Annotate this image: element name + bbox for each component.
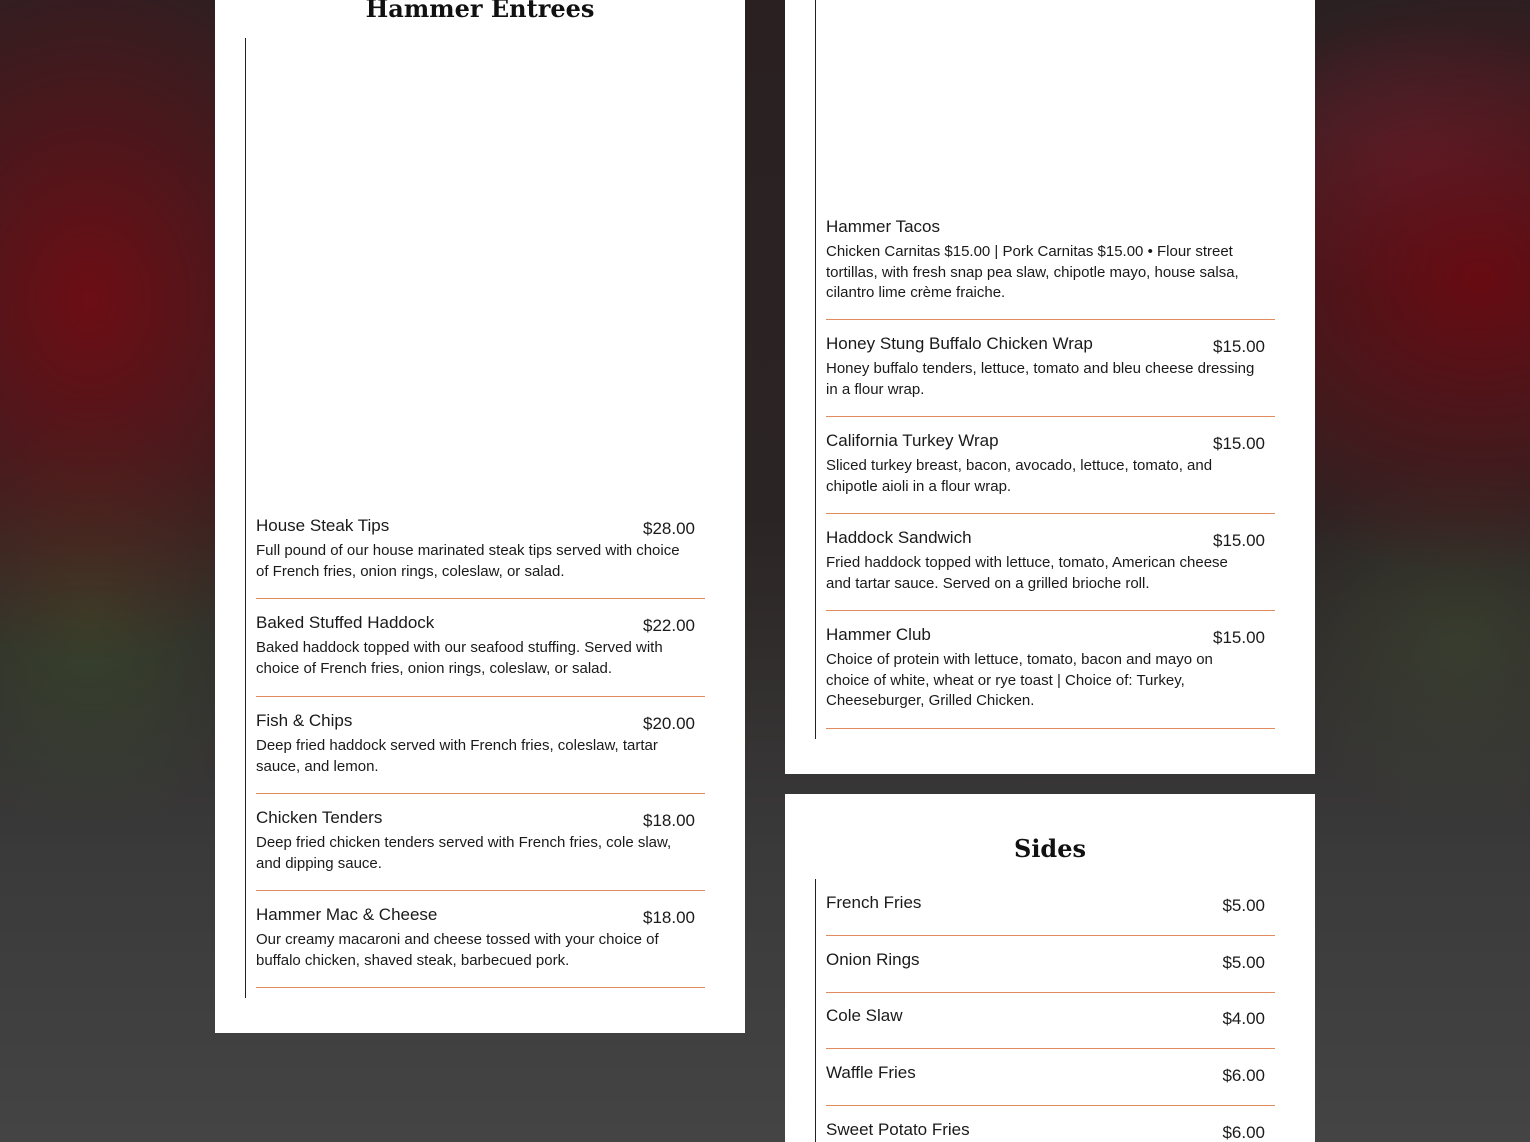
item-price: $15.00 [1213,628,1265,647]
sides-panel [785,794,1315,1142]
item-name: Honey Stung Buffalo Chicken Wrap [826,334,1093,353]
entrees-panel [215,0,745,1033]
item-name: House Steak Tips [256,516,390,535]
item-price: $5.00 [1222,953,1265,972]
item-price: $5.00 [1222,896,1265,915]
item-name: Onion Rings [826,950,920,969]
entrees-divider-line [245,38,246,998]
item-description: Full pound of our house marinated steak tips served with choice of French fries, onion rings, coleslaw, or salad. [256,542,680,580]
menu-item [826,217,1275,320]
item-description: Chicken Carnitas $15.00 | Pork Carnitas $15.00 • Flour street tortillas, with fresh snap pea slaw, chipotle mayo, house salsa, cilantro lime crème fraiche. [826,243,1239,301]
item-price: $22.00 [643,616,695,635]
side-item [826,1006,1275,1049]
sides-title: Sides [1013,834,1086,863]
side-item [826,950,1275,993]
item-price: $15.00 [1213,337,1265,356]
item-name: Sweet Potato Fries [826,1120,970,1139]
item-description: Sliced turkey breast, bacon, avocado, lettuce, tomato, and chipotle aioli in a flour wrap. [826,457,1213,495]
item-description: Our creamy macaroni and cheese tossed with your choice of buffalo chicken, shaved steak, barbecued pork. [256,931,659,969]
item-name: Hammer Club [826,625,931,644]
menu-item [256,808,705,891]
item-name: Fish & Chips [256,711,353,730]
item-name: Waffle Fries [826,1063,916,1082]
menu-item [256,613,705,697]
item-price: $15.00 [1213,531,1265,550]
item-price: $18.00 [643,908,695,927]
side-item [826,1120,1275,1142]
item-price: $18.00 [643,811,695,830]
menu-item [826,431,1275,514]
item-price: $20.00 [643,714,695,733]
item-price: $28.00 [643,519,695,538]
menu-item [826,334,1275,417]
menu-item [256,905,705,988]
item-description: Choice of protein with lettuce, tomato, bacon and mayo on choice of white, wheat or rye toast | Choice of: Turkey, Cheeseburger, Grilled Chicken. [826,651,1213,709]
item-name: Hammer Mac & Cheese [256,905,438,924]
side-item [826,893,1275,936]
menu-item [256,516,705,599]
item-name: California Turkey Wrap [826,431,999,450]
item-name: Baked Stuffed Haddock [256,613,435,632]
sandwiches-panel [785,0,1315,774]
item-description: Fried haddock topped with lettuce, tomato, American cheese and tartar sauce. Served on a grilled brioche roll. [826,554,1228,592]
item-name: Chicken Tenders [256,808,383,827]
item-name: Haddock Sandwich [826,528,972,547]
item-price: $6.00 [1222,1123,1265,1142]
side-item [826,1063,1275,1106]
sandwiches-divider-line [815,0,816,739]
item-description: Deep fried haddock served with French fries, coleslaw, tartar sauce, and lemon. [256,737,658,775]
item-name: Hammer Tacos [826,217,940,236]
item-price: $6.00 [1222,1066,1265,1085]
item-name: Cole Slaw [826,1006,903,1025]
item-description: Honey buffalo tenders, lettuce, tomato and bleu cheese dressing in a flour wrap. [826,360,1255,398]
item-description: Baked haddock topped with our seafood stuffing. Served with choice of French fries, onion rings, coleslaw, or salad. [256,639,663,677]
item-price: $15.00 [1213,434,1265,453]
menu-item [256,711,705,794]
menu-item [826,528,1275,611]
entrees-title: Hammer Entrees [365,0,595,23]
item-name: French Fries [826,893,922,912]
sides-divider-line [815,879,816,1142]
item-description: Deep fried chicken tenders served with French fries, cole slaw, and dipping sauce. [256,834,672,872]
item-price: $4.00 [1222,1009,1265,1028]
menu-item [826,625,1275,729]
